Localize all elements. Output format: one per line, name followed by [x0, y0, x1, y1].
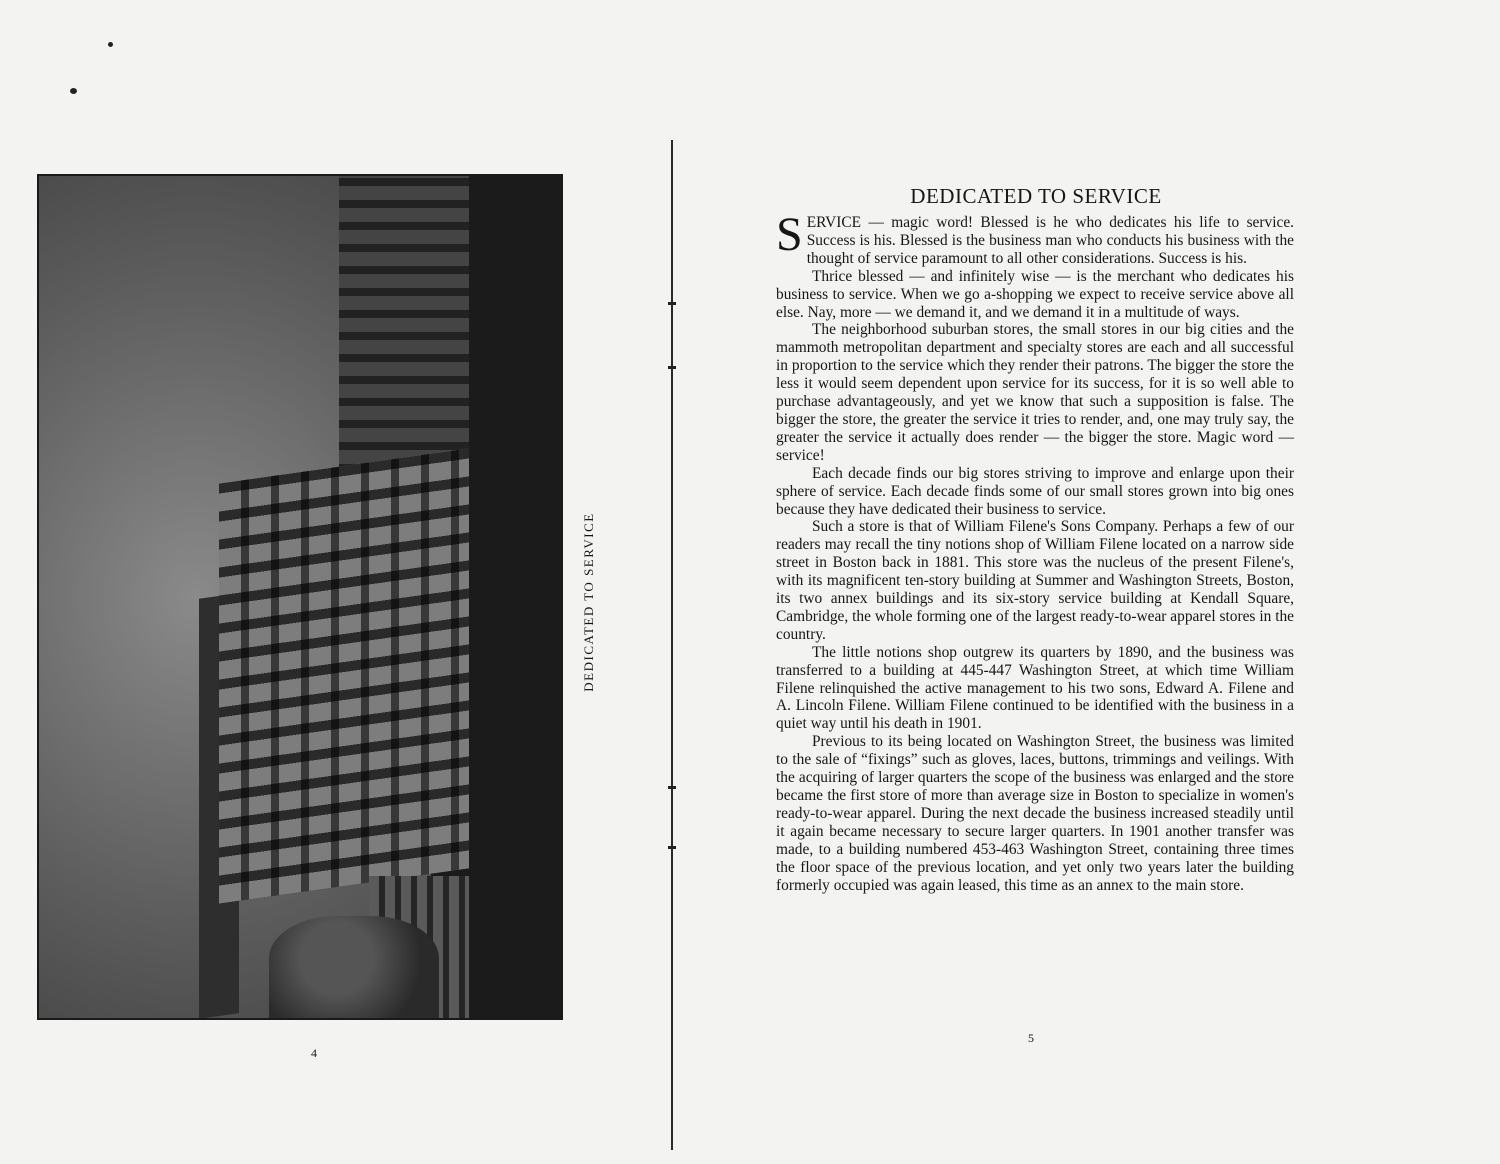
- scan-speck: [70, 88, 77, 94]
- paragraph: Previous to its being located on Washington Street, the business was limited to the sale of “fixings” such as gloves, laces, buttons, trimmings and veilings. With the acquiring of larger quarters the scope of the business was enlarged and the store became the first store of more than average size in Boston to specialize in women's ready-to-wear apparel. During the next decade the business increased steadily until it again became necessary to secure larger quarters. In 1901 another transfer was made, to a building numbered 453-463 Washington Street, containing three times the floor space of the previous location, and yet only two years later the building formerly occupied was again leased, this time as an annex to the main store.: [776, 733, 1294, 894]
- paragraph: [776, 208, 1294, 268]
- fold-tick: [668, 786, 676, 789]
- paragraph: The neighborhood suburban stores, the small stores in our big cities and the mammoth metropolitan department and specialty stores are each and all successful in proportion to the service which they render their patrons. The bigger the store the less it would seem dependent upon service for its success, for it is so well able to purchase advantageously, and yet we know that such a supposition is false. The bigger the store, the greater the service it tries to render, and, one may truly say, the greater the service it actually does render — the bigger the store. Magic word — service!: [776, 321, 1294, 464]
- paragraph: Thrice blessed — and infinitely wise — is the merchant who dedicates his business to service. When we go a-shopping we expect to receive service above all else. Nay, more — we demand it, and we demand it in a multitude of ways.: [776, 267, 1294, 321]
- paragraph: The little notions shop outgrew its quarters by 1890, and the business was transferred to a building at 445-447 Washington Street, at which time William Filene relinquished the active management to his two sons, Edward A. Filene and A. Lincoln Filene. William Filene continued to be identified with the business in a quiet way until his death in 1901.: [776, 643, 1294, 733]
- paragraph-text: ERVICE — magic word! Blessed is he who dedicates his life to service. Success is his. Blessed is the business man who conducts his business with the thought of service paramount to all other considerations. Success is his.: [806, 214, 1294, 267]
- page-number-right: 5: [1028, 1031, 1034, 1045]
- drop-cap: S: [776, 208, 803, 261]
- scan-speck: [108, 42, 113, 47]
- page-number-left: 4: [311, 1046, 317, 1060]
- fold-tick: [668, 366, 676, 369]
- page-fold: [671, 140, 673, 1150]
- fold-tick: [668, 846, 676, 849]
- paragraph: Each decade finds our big stores striving to improve and enlarge upon their sphere of service. Each decade finds some of our small stores grown into big ones because they have dedicated their business to service.: [776, 464, 1294, 518]
- article-body: [776, 208, 1294, 894]
- photo-store-building: [219, 448, 469, 903]
- page-title: DEDICATED TO SERVICE: [910, 184, 1162, 208]
- photo-trees: [269, 916, 439, 1020]
- photo-background-buildings: [339, 176, 469, 486]
- paragraph: Such a store is that of William Filene's Sons Company. Perhaps a few of our readers may recall the tiny notions shop of William Filene located on a narrow side street in Boston back in 1881. This store was the nucleus of the present Filene's, with its magnificent ten-story building at Summer and Washington Streets, Boston, its two annex buildings and its six-story service building at Kendall Square, Cambridge, the whole forming one of the largest ready-to-wear apparel stores in the country.: [776, 518, 1294, 643]
- fold-tick: [668, 302, 676, 305]
- building-photograph: [37, 174, 563, 1020]
- photo-side-caption: DEDICATED TO SERVICE: [581, 512, 596, 692]
